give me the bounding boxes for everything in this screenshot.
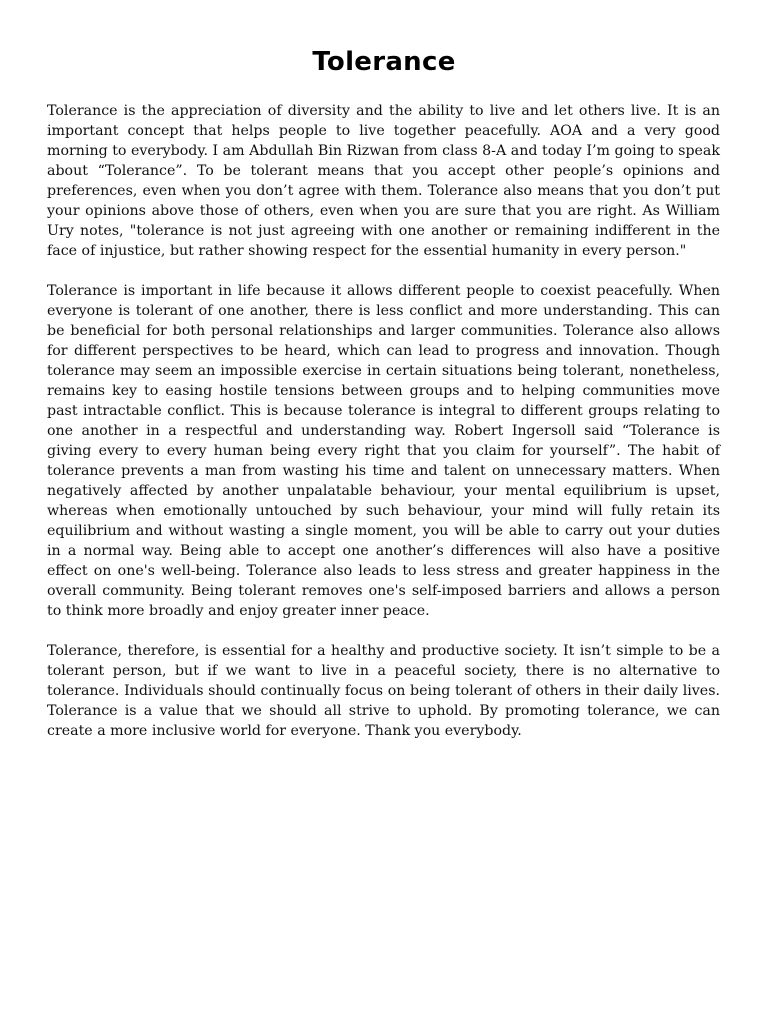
paragraph-introduction: Tolerance is the appreciation of diversity and the ability to live and let others live. It is an important concept that helps people to live together peacefully. AOA and a very good morning to everybody. I am Abdullah Bin Rizwan from class 8-A and today I’m going to speak about “Tolerance”. To be tolerant means that you accept other people’s opinions and preferences, even when you don’t agree with them. Tolerance also means that you don’t put your opinions above those of others, even when you are sure that you are right. As William Ury notes, "tolerance is not just agreeing with one another or remaining indifferent in the face of injustice, but rather showing respect for the essential humanity in every person." [47, 103, 720, 259]
document-title: Tolerance [312, 47, 456, 77]
paragraph-conclusion: Tolerance, therefore, is essential for a healthy and productive society. It isn’t simple to be a tolerant person, but if we want to live in a peaceful society, there is no alternative to tolerance. Individuals should continually focus on being tolerant of others in their daily lives. Tolerance is a value that we should all strive to uphold. By promoting tolerance, we can create a more inclusive world for everyone. Thank you everybody. [47, 643, 720, 739]
paragraph-importance: Tolerance is important in life because it allows different people to coexist peacefully. When everyone is tolerant of one another, there is less conflict and more understanding. This can be beneficial for both personal relationships and larger communities. Tolerance also allows for different perspectives to be heard, which can lead to progress and innovation. Though tolerance may seem an impossible exercise in certain situations being tolerant, nonetheless, remains key to easing hostile tensions between groups and to helping communities move past intractable conflict. This is because tolerance is integral to different groups relating to one another in a respectful and understanding way. Robert Ingersoll said “Tolerance is giving every to every human being every right that you claim for yourself”. The habit of tolerance prevents a man from wasting his time and talent on unnecessary matters. When negatively affected by another unpalatable behaviour, your mental equilibrium is upset, whereas when emotionally untouched by such behaviour, your mind will fully retain its equilibrium and without wasting a single moment, you will be able to carry out your duties in a normal way. Being able to accept one another’s differences will also have a positive effect on one's well-being. Tolerance also leads to less stress and greater happiness in the overall community. Being tolerant removes one's self-imposed barriers and allows a person to think more broadly and enjoy greater inner peace. [47, 283, 720, 619]
document-body [47, 101, 720, 761]
